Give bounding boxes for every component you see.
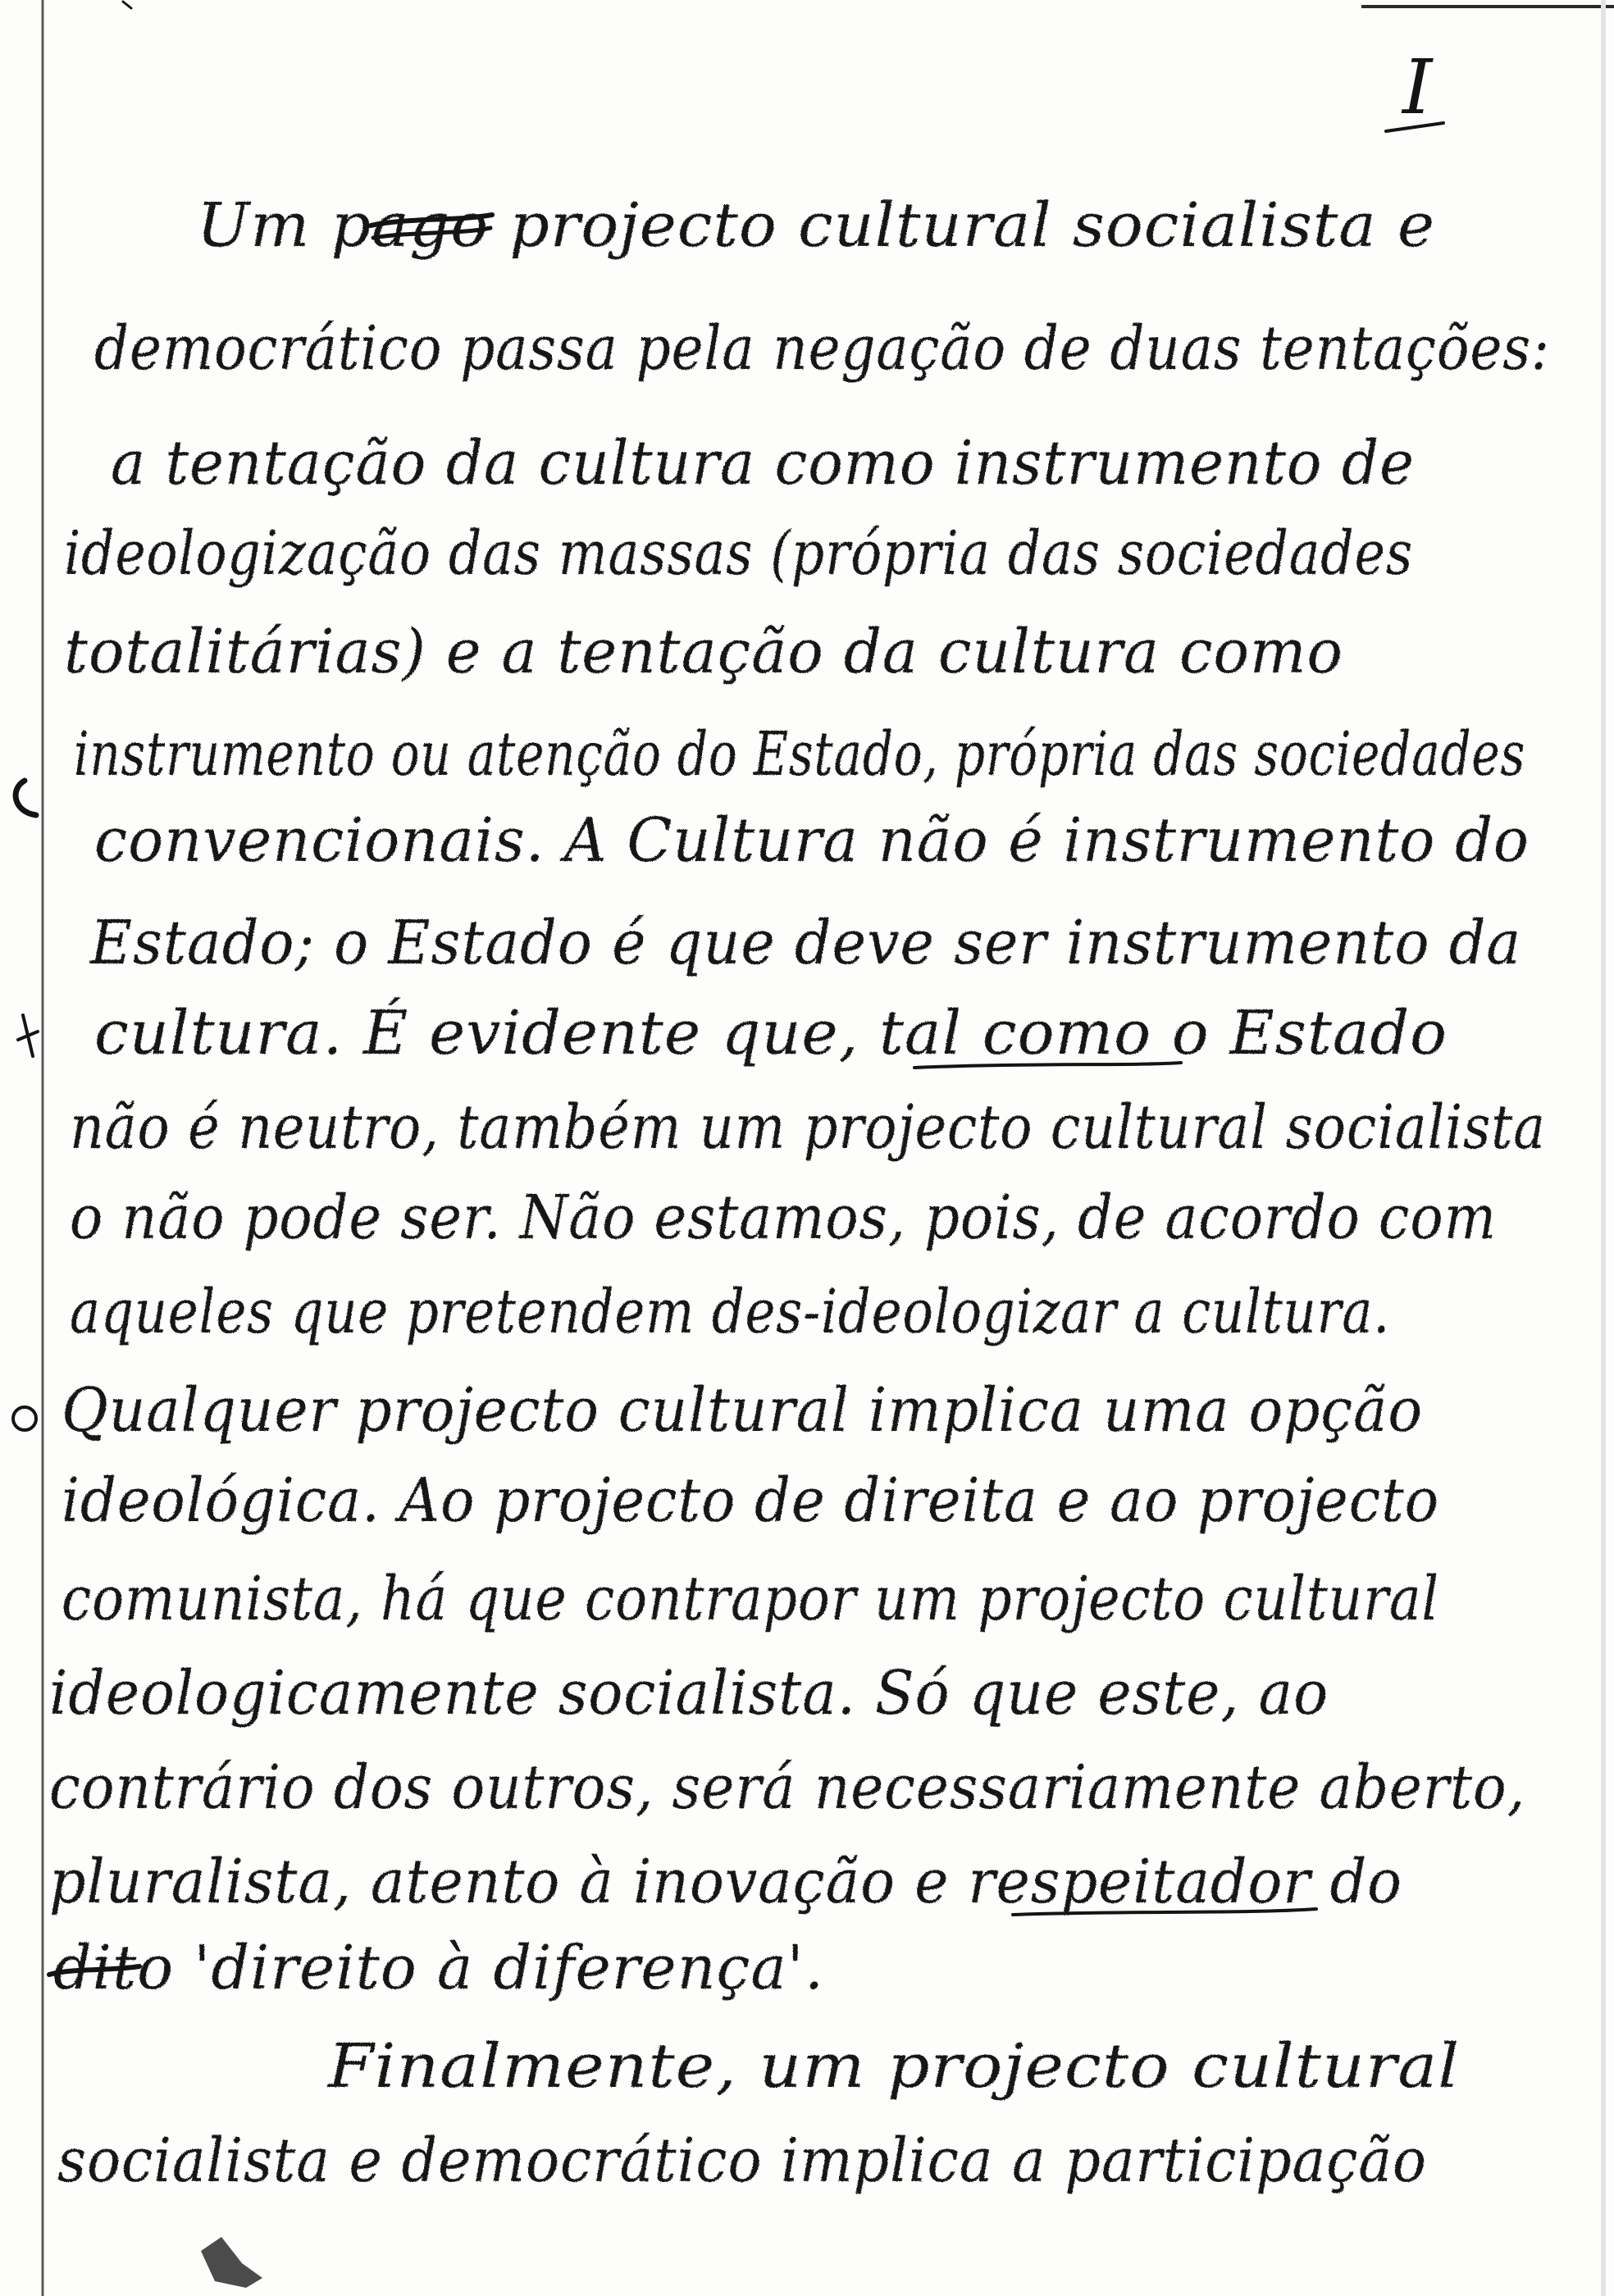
handwriting-lines bbox=[49, 190, 1550, 2196]
manuscript-line: instrumento ou atenção do Estado, própria das sociedades bbox=[74, 719, 1525, 790]
manuscript-line: Finalmente, um projecto cultural bbox=[326, 2031, 1460, 2102]
manuscript-line: o não pode ser. Não estamos, pois, de acordo com bbox=[70, 1182, 1497, 1253]
manuscript-line: totalitárias) e a tentação da cultura como bbox=[64, 617, 1343, 687]
manuscript-line: Qualquer projecto cultural implica uma opção bbox=[62, 1375, 1423, 1446]
manuscript-line: democrático passa pela negação de duas tentações: bbox=[94, 313, 1550, 384]
ink-smudge bbox=[201, 2237, 262, 2288]
manuscript-line: convencionais. A Cultura não é instrumento do bbox=[94, 805, 1530, 876]
manuscript-line: Um pago projecto cultural socialista e bbox=[197, 190, 1436, 261]
manuscript-line: ideológica. Ao projecto de direita e ao projecto bbox=[62, 1465, 1439, 1536]
manuscript-line: pluralista, atento à inovação e respeitador do bbox=[49, 1847, 1402, 1917]
manuscript-line: Estado; o Estado é que deve ser instrumento da bbox=[89, 908, 1521, 978]
manuscript-line: a tentação da cultura como instrumento de bbox=[111, 428, 1415, 499]
manuscript-line: cultura. É evidente que, tal como o Estado bbox=[94, 998, 1438, 1068]
manuscript-line: aqueles que pretendem des-ideologizar a cultura. bbox=[70, 1277, 1390, 1347]
manuscript-line: socialista e democrático implica a participação bbox=[57, 2125, 1427, 2196]
manuscript-line: não é neutro, também um projecto cultural socialista bbox=[70, 1092, 1546, 1163]
manuscript-line: ideologicamente socialista. Só que este, ao bbox=[49, 1658, 1329, 1729]
manuscript-line: dito 'direito à diferença'. bbox=[53, 1933, 824, 2003]
margin-marks bbox=[13, 781, 38, 1430]
manuscript-line: comunista, há que contrapor um projecto cultural bbox=[62, 1564, 1439, 1634]
page-number-text: I bbox=[1402, 43, 1433, 131]
manuscript-line: ideologização das massas (própria das sociedades bbox=[64, 518, 1413, 589]
page-number bbox=[1386, 43, 1443, 131]
manuscript-line: contrário dos outros, será necessariamente aberto, bbox=[49, 1752, 1525, 1823]
